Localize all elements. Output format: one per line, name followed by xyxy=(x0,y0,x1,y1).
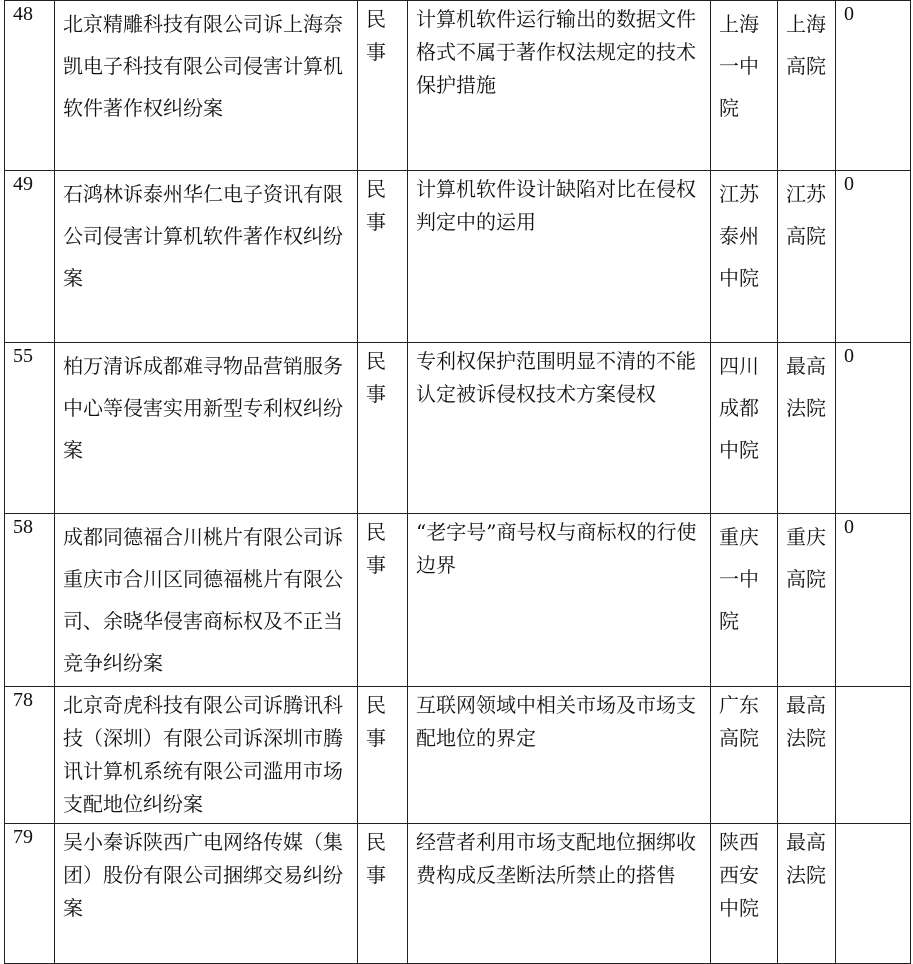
count-value: 0 xyxy=(836,514,911,687)
count-value xyxy=(836,687,911,824)
case-name: 吴小秦诉陕西广电网络传媒（集团）股份有限公司捆绑交易纠纷案 xyxy=(55,824,358,964)
table-row xyxy=(5,687,911,824)
case-number: 55 xyxy=(5,343,55,514)
second-instance-court: 最高法院 xyxy=(778,343,836,514)
table-row xyxy=(5,1,911,171)
case-number: 79 xyxy=(5,824,55,964)
case-number: 58 xyxy=(5,514,55,687)
case-type: 民事 xyxy=(358,687,408,824)
table-row xyxy=(5,514,911,687)
first-instance-court: 上海一中院 xyxy=(711,1,778,171)
first-instance-court: 重庆一中院 xyxy=(711,514,778,687)
count-value: 0 xyxy=(836,343,911,514)
case-point: “老字号”商号权与商标权的行使边界 xyxy=(408,514,711,687)
second-instance-court: 重庆高院 xyxy=(778,514,836,687)
case-point: 计算机软件设计缺陷对比在侵权判定中的运用 xyxy=(408,171,711,343)
case-type: 民事 xyxy=(358,171,408,343)
count-value: 0 xyxy=(836,1,911,171)
case-number: 78 xyxy=(5,687,55,824)
table-row xyxy=(5,343,911,514)
table-row xyxy=(5,171,911,343)
case-point: 计算机软件运行输出的数据文件格式不属于著作权法规定的技术保护措施 xyxy=(408,1,711,171)
case-point: 互联网领域中相关市场及市场支配地位的界定 xyxy=(408,687,711,824)
table-row xyxy=(5,824,911,964)
case-type: 民事 xyxy=(358,824,408,964)
case-table xyxy=(4,0,911,964)
case-number: 48 xyxy=(5,1,55,171)
second-instance-court: 最高法院 xyxy=(778,824,836,964)
case-point: 专利权保护范围明显不清的不能认定被诉侵权技术方案侵权 xyxy=(408,343,711,514)
case-type: 民事 xyxy=(358,343,408,514)
case-name: 北京奇虎科技有限公司诉腾讯科技（深圳）有限公司诉深圳市腾讯计算机系统有限公司滥用市场支配地位纠纷案 xyxy=(55,687,358,824)
case-type: 民事 xyxy=(358,514,408,687)
first-instance-court: 陕西西安中院 xyxy=(711,824,778,964)
case-name: 北京精雕科技有限公司诉上海奈凯电子科技有限公司侵害计算机软件著作权纠纷案 xyxy=(55,1,358,171)
second-instance-court: 江苏高院 xyxy=(778,171,836,343)
second-instance-court: 上海高院 xyxy=(778,1,836,171)
first-instance-court: 江苏泰州中院 xyxy=(711,171,778,343)
count-value: 0 xyxy=(836,171,911,343)
case-name: 成都同德福合川桃片有限公司诉重庆市合川区同德福桃片有限公司、余晓华侵害商标权及不正当竞争纠纷案 xyxy=(55,514,358,687)
case-name: 柏万清诉成都难寻物品营销服务中心等侵害实用新型专利权纠纷案 xyxy=(55,343,358,514)
case-name: 石鸿林诉泰州华仁电子资讯有限公司侵害计算机软件著作权纠纷案 xyxy=(55,171,358,343)
second-instance-court: 最高法院 xyxy=(778,687,836,824)
first-instance-court: 广东高院 xyxy=(711,687,778,824)
count-value xyxy=(836,824,911,964)
first-instance-court: 四川成都中院 xyxy=(711,343,778,514)
case-type: 民事 xyxy=(358,1,408,171)
case-point: 经营者利用市场支配地位捆绑收费构成反垄断法所禁止的搭售 xyxy=(408,824,711,964)
case-number: 49 xyxy=(5,171,55,343)
